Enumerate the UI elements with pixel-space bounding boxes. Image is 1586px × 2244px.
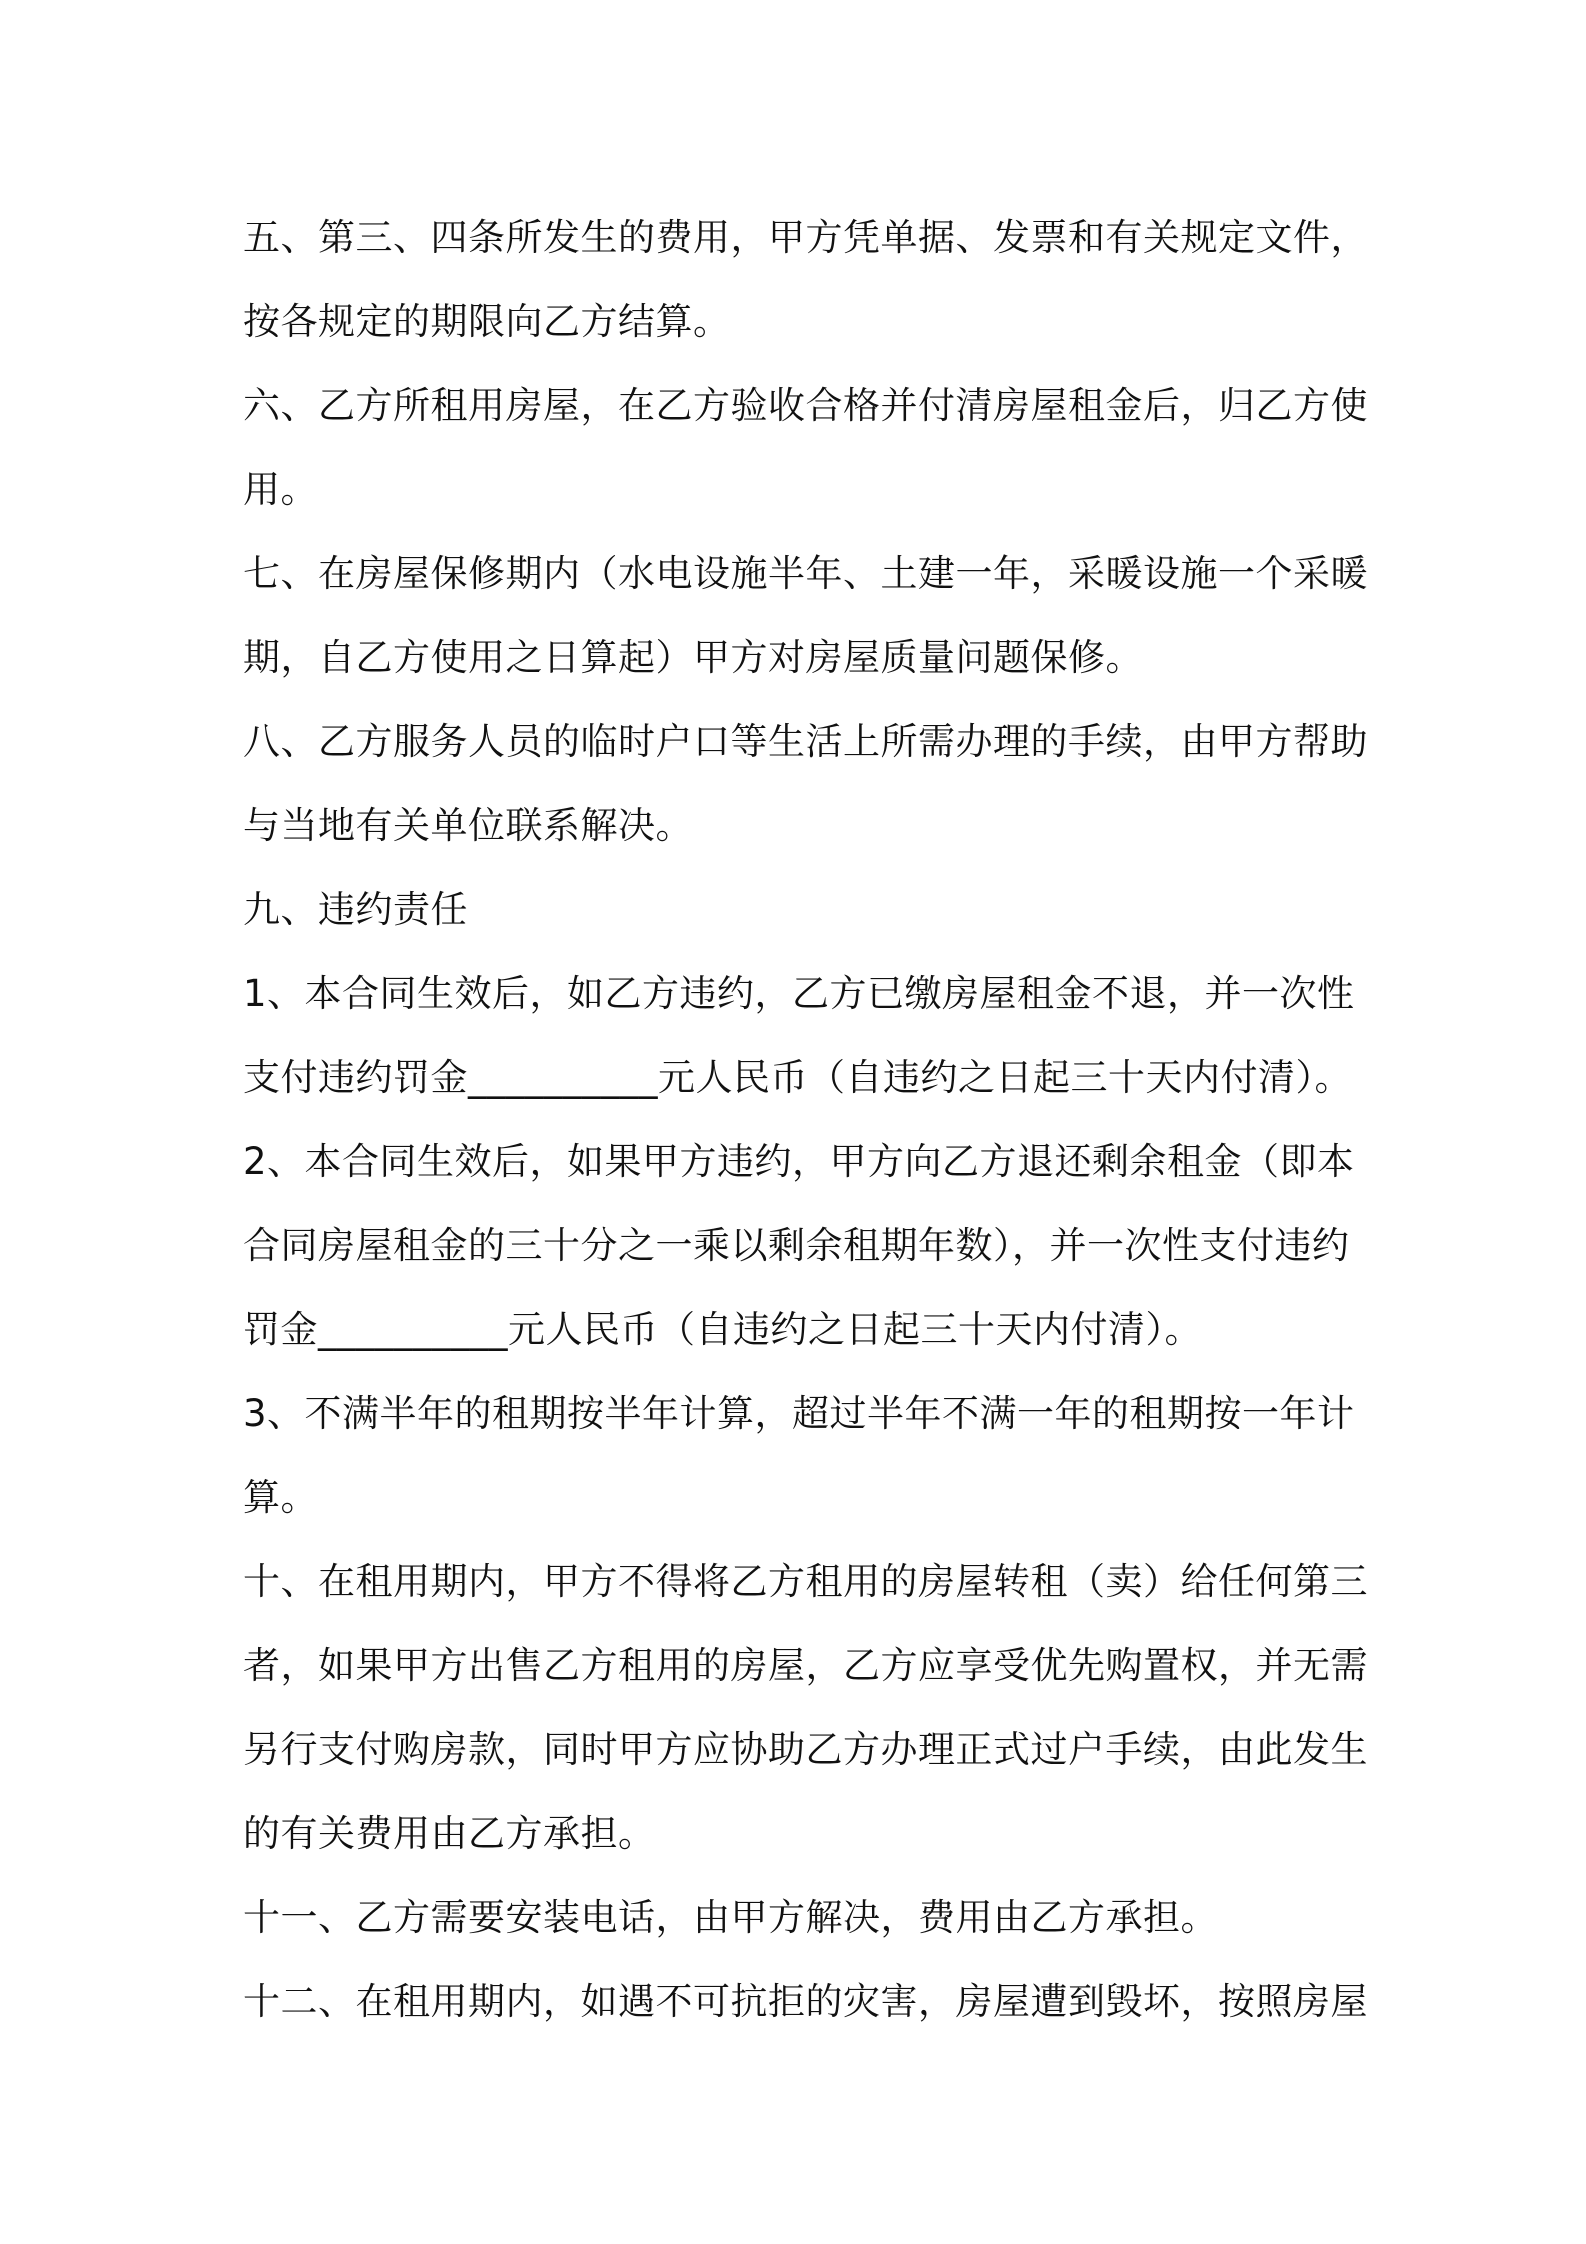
document-page [243,196,1373,2044]
clause-9-3-line-1: 3、不满半年的租期按半年计算，超过半年不满一年的租期按一年计 [243,1392,1355,1435]
clause-9-3-paragraph [243,1372,1373,1540]
clause-8-line-2: 与当地有关单位联系解决。 [243,804,693,847]
clause-10-line-4: 的有关费用由乙方承担。 [243,1812,656,1855]
clause-9-1-line-1: 1、本合同生效后，如乙方违约，乙方已缴房屋租金不退，并一次性 [243,972,1355,1015]
clause-10-line-2: 者，如果甲方出售乙方租用的房屋，乙方应享受优先购置权，并无需 [243,1644,1368,1687]
clause-11-paragraph [243,1876,1373,1960]
clause-9-2-line-2: 合同房屋租金的三十分之一乘以剩余租期年数），并一次性支付违约 [243,1224,1350,1267]
clause-5-line-1: 五、第三、四条所发生的费用，甲方凭单据、发票和有关规定文件， [243,216,1368,259]
clause-11-line-1: 十一、乙方需要安装电话，由甲方解决，费用由乙方承担。 [243,1896,1218,1939]
clause-9-1-line-2: 支付违约罚金__________元人民币（自违约之日起三十天内付清）。 [243,1056,1352,1099]
clause-9-2-line-1: 2、本合同生效后，如果甲方违约，甲方向乙方退还剩余租金（即本 [243,1140,1355,1183]
clause-12-paragraph [243,1960,1373,2044]
clause-9-3-line-2: 算。 [243,1476,318,1519]
clause-10-line-3: 另行支付购房款，同时甲方应协助乙方办理正式过户手续，由此发生 [243,1728,1368,1771]
clause-7-line-1: 七、在房屋保修期内（水电设施半年、土建一年，采暖设施一个采暖 [243,552,1368,595]
clause-5-paragraph [243,196,1373,364]
clause-12-line-1: 十二、在租用期内，如遇不可抗拒的灾害，房屋遭到毁坏，按照房屋 [243,1980,1368,2023]
clause-9-1-paragraph [243,952,1373,1120]
clause-9-heading: 九、违约责任 [243,888,468,931]
clause-6-paragraph [243,364,1373,532]
clause-6-line-1: 六、乙方所租用房屋，在乙方验收合格并付清房屋租金后，归乙方使 [243,384,1368,427]
clause-5-line-2: 按各规定的期限向乙方结算。 [243,300,731,343]
clause-6-line-2: 用。 [243,468,318,511]
clause-8-paragraph [243,700,1373,868]
clause-10-line-1: 十、在租用期内，甲方不得将乙方租用的房屋转租（卖）给任何第三 [243,1560,1368,1603]
clause-7-paragraph [243,532,1373,700]
clause-7-line-2: 期，自乙方使用之日算起）甲方对房屋质量问题保修。 [243,636,1143,679]
clause-8-line-1: 八、乙方服务人员的临时户口等生活上所需办理的手续，由甲方帮助 [243,720,1368,763]
clause-10-paragraph [243,1540,1373,1876]
clause-9-2-line-3: 罚金__________元人民币（自违约之日起三十天内付清）。 [243,1308,1202,1351]
clause-9-2-paragraph [243,1120,1373,1372]
clause-9-heading-paragraph [243,868,1373,952]
